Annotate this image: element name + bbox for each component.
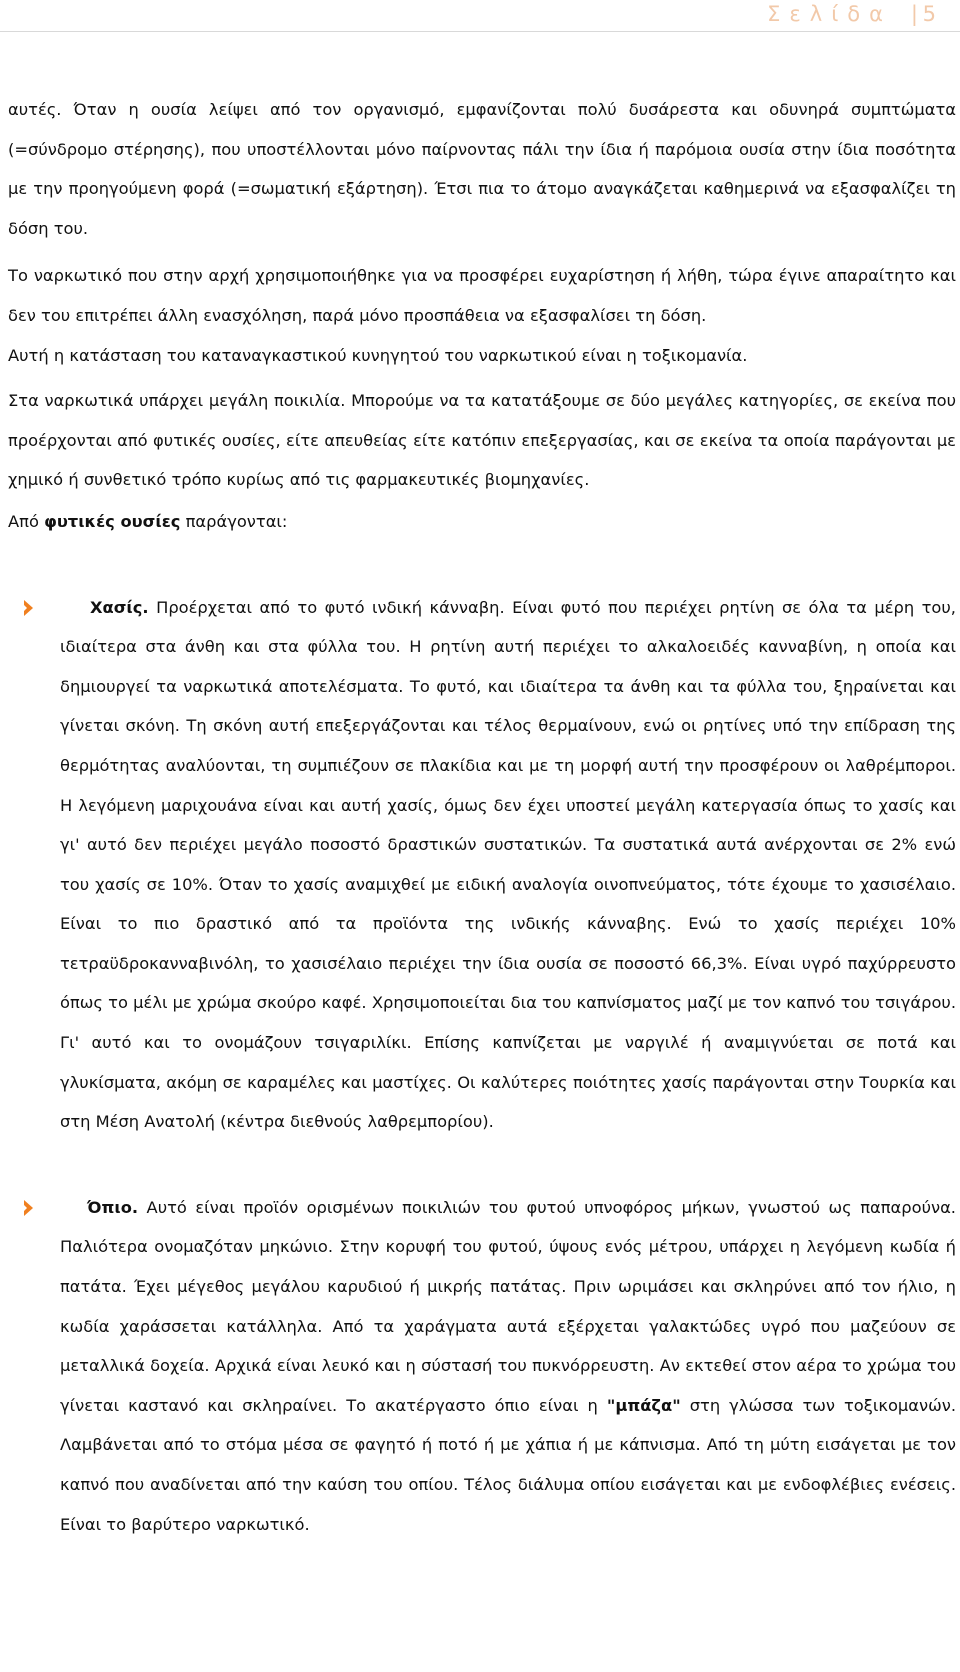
paragraph-necessity: Το ναρκωτικό που στην αρχή χρησιμοποιήθηκε για να προσφέρει ευχαρίστηση ή λήθη, τώρα έγινε απαραίτητο και δεν του επιτρέπει άλλη ενασχόληση, παρά μόνο προσπάθεια να εξασφαλίσει τη δόση. xyxy=(8,266,956,325)
hashish-term: Χασίς. xyxy=(90,597,149,617)
plant-prefix: Από xyxy=(8,511,45,531)
document-body xyxy=(8,90,956,1544)
page-header xyxy=(0,0,960,36)
opium-baza-bold: "μπάζα" xyxy=(606,1395,681,1415)
plant-substances-bold: φυτικές ουσίες xyxy=(44,511,181,531)
list-item-opium xyxy=(8,1188,956,1544)
opium-description-a: Αυτό είναι προϊόν ορισμένων ποικιλιών του φυτού υπνοφόρος μήκων, γνωστού ως παπαρούνα. Παλιότερα ονομαζόταν μηκώνιο. Στην κορυφή του φυτού, ύψους ενός μέτρου, υπάρχει η λεγόμενη κωδία ή πατάτα. Έχει μέγεθος μεγάλου καρυδιού ή μικρής πατάτας. Πριν ωριμάσει και σκληρύνει από τον ήλιο, η κωδία χαράσσεται κατάλληλα. Από τα χαράγματα αυτά εξέρχεται γαλακτώδες υγρό που μαζεύουν σε μεταλλικά δοχεία. Αρχικά είναι λευκό και η σύστασή του πυκνόρρευστη. Αν εκτεθεί στον αέρα το χρώμα του γίνεται καστανό και σκληραίνει. Το ακατέργαστο όπιο είναι η xyxy=(60,1197,956,1415)
opium-text xyxy=(60,1188,956,1544)
orange-triangle-bullet-icon xyxy=(24,600,33,616)
paragraph-plant-substances xyxy=(8,502,956,542)
list-item-hashish xyxy=(8,588,956,1142)
hashish-text xyxy=(60,588,956,1142)
page-separator: | xyxy=(910,2,918,26)
opium-description-b: στη γλώσσα των τοξικομανών. Λαμβάνεται από το στόμα μέσα σε φαγητό ή ποτό ή με χάπια ή με κάπνισμα. Από τη μύτη εισάγεται με τον καπνό που αναδίνεται από την καύση του οπίου. Τέλος διάλυμα οπίου εισάγεται και με ενδοφλέβιες ενέσεις. Είναι το βαρύτερο ναρκωτικό. xyxy=(60,1395,957,1534)
paragraph-toxicomania: Αυτή η κατάσταση του καταναγκαστικού κυνηγητού του ναρκωτικού είναι η τοξικομανία. xyxy=(8,345,748,365)
opium-term: Όπιο. xyxy=(87,1197,139,1217)
hashish-description: Προέρχεται από το φυτό ινδική κάνναβη. Είναι φυτό που περιέχει ρητίνη σε όλα τα μέρη του, ιδιαίτερα στα άνθη και στα φύλλα του. Η ρητίνη αυτή περιέχει το αλκαλοειδές κανναβίνη, η οποία και δημιουργεί τα ναρκωτικά αποτελέσματα. Το φυτό, και ιδιαίτερα τα άνθη και τα φύλλα του, ξηραίνεται και γίνεται σκόνη. Τη σκόνη αυτή επεξεργάζονται και τέλος θερμαίνουν, ενώ οι ρητίνες υπό την επίδραση της θερμότητας αναλύονται, τη συμπιέζουν σε πλακίδια και με τη μορφή αυτή την προσφέρουν οι λαθρέμποροι. Η λεγόμενη μαριχουάνα είναι και αυτή χασίς, όμως δεν έχει υποστεί μεγάλη κατεργασία όπως το χασίς και γι' αυτό δεν περιέχει μεγάλο ποσοστό δραστικών συστατικών. Τα συστατικά αυτά ανέρχονται σε 2% ενώ του χασίς σε 10%. Όταν το χασίς αναμιχθεί με ειδική αναλογία οινοπνεύματος, τότε έχουμε το χασισέλαιο. Είναι το πιο δραστικό από τα προϊόντα της ινδικής κάνναβης. Ενώ το χασίς περιέχει 10% τετραϋδροκανναβινόλη, το χασισέλαιο περιέχει την ίδια ουσία σε ποσοστό 66,3%. Είναι υγρό παχύρρευστο όπως το μέλι με χρώμα σκούρο καφέ. Χρησιμοποιείται δια του καπνίσματος μαζί με τον καπνό του τσιγάρου. Γι' αυτό και το ονομάζουν τσιγαριλίκι. Επίσης καπνίζεται με ναργιλέ ή αναμιγνύεται σε ποτά και γλυκίσματα, ακόμη σε καραμέλες και μαστίχες. Οι καλύτερες ποιότητες χασίς παράγονται στην Τουρκία και στη Μέση Ανατολή (κέντρα διεθνούς λαθρεμπορίου). xyxy=(60,597,956,1132)
page-label: Σελίδα xyxy=(767,2,892,26)
page-number: 5 xyxy=(922,2,936,26)
header-rule xyxy=(0,31,960,32)
orange-triangle-bullet-icon xyxy=(24,1200,33,1216)
paragraph-categories: Στα ναρκωτικά υπάρχει μεγάλη ποικιλία. Μπορούμε να τα κατατάξουμε σε δύο μεγάλες κατηγορίες, σε εκείνα που προέρχονται από φυτικές ουσίες, είτε απευθείας είτε κατόπιν επεξεργασίας, και σε εκείνα τα οποία παράγονται με χημικό ή συνθετικό τρόπο κυρίως από τις φαρμακευτικές βιομηχανίες. xyxy=(8,391,956,490)
paragraph-dependency: αυτές. Όταν η ουσία λείψει από τον οργανισμό, εμφανίζονται πολύ δυσάρεστα και οδυνηρά συμπτώματα (=σύνδρομο στέρησης), που υποστέλλονται μόνο παίρνοντας πάλι την ίδια ή παρόμοια ουσία στην ίδια ποσότητα με την προηγούμενη φορά (=σωματική εξάρτηση). Έτσι πια το άτομο αναγκάζεται καθημερινά να εξασφαλίζει τη δόση του. xyxy=(8,100,956,238)
plant-suffix: παράγονται: xyxy=(180,511,288,531)
